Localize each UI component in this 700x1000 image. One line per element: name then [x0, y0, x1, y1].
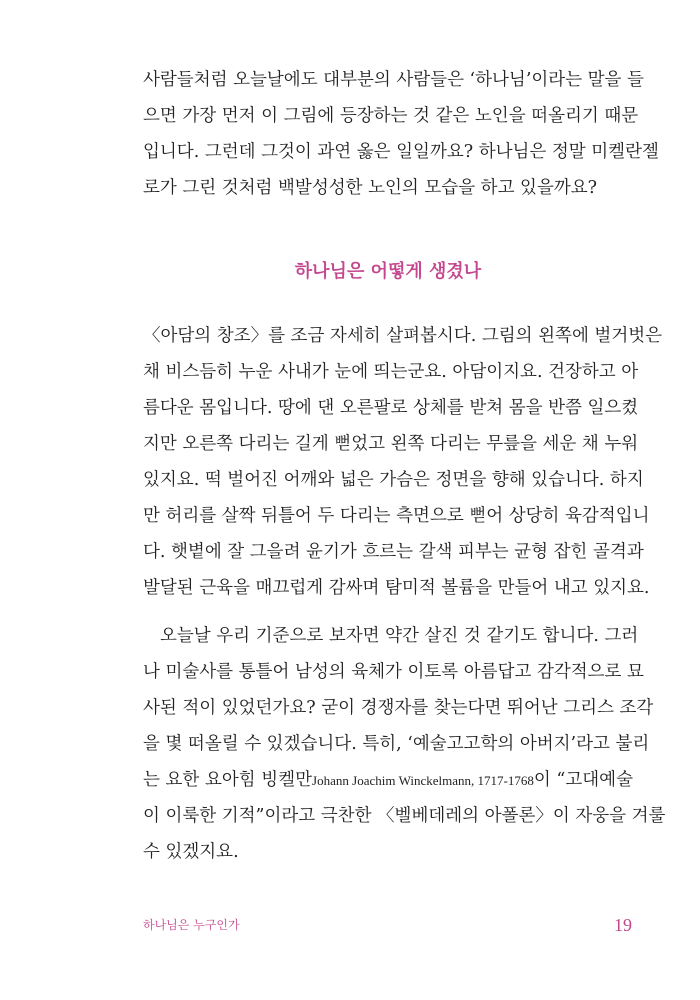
text-line: 지만 오른쪽 다리는 길게 뻗었고 왼쪽 다리는 무릎을 세운 채 누워 — [143, 434, 639, 454]
text-line: 다. 햇볕에 잘 그을려 윤기가 흐르는 갈색 피부는 균형 잡힌 골격과 — [143, 542, 644, 562]
page-number: 19 — [614, 915, 632, 935]
text-line: 채 비스듬히 누운 사내가 눈에 띄는군요. 아담이지요. 건장하고 아 — [143, 362, 639, 382]
text-line: 있지요. 떡 벌어진 어깨와 넓은 가슴은 정면을 향해 있습니다. 하지 — [143, 470, 644, 490]
text-fragment: 이 “고대예술 — [533, 770, 633, 790]
text-line: 만 허리를 살짝 뒤틀어 두 다리는 측면으로 뻗어 상당히 육감적입니 — [143, 506, 650, 526]
text-line-with-name — [143, 762, 633, 798]
original-name-annotation: Johann Joachim Winckelmann, 1717-1768 — [312, 773, 534, 788]
text-line: 발달된 근육을 매끄럽게 감싸며 탐미적 볼륨을 만들어 내고 있지요. — [143, 578, 650, 598]
text-line: 오늘날 우리 기준으로 보자면 약간 살진 것 같기도 합니다. 그러 — [160, 626, 639, 646]
text-line: 입니다. 그런데 그것이 과연 옳은 일일까요? 하나님은 정말 미켈란젤 — [143, 142, 659, 162]
text-line: 으면 가장 먼저 이 그림에 등장하는 것 같은 노인을 떠올리기 때문 — [143, 106, 639, 126]
text-line: 나 미술사를 통틀어 남성의 육체가 이토록 아름답고 감각적으로 묘 — [143, 662, 644, 682]
text-fragment: 는 요한 요아힘 빙켈만 — [143, 770, 313, 790]
paragraph-2 — [143, 318, 663, 606]
section-heading: 하나님은 어떻게 생겼나 — [294, 261, 482, 282]
text-line: 름다운 몸입니다. 땅에 댄 오른팔로 상체를 받쳐 몸을 반쯤 일으켰 — [143, 398, 639, 418]
text-line: 〈아담의 창조〉를 조금 자세히 살펴봅시다. 그림의 왼쪽에 벌거벗은 — [143, 326, 663, 346]
paragraph-3 — [143, 618, 666, 870]
paragraph-1 — [143, 62, 659, 206]
running-title: 하나님은 누구인가 — [143, 918, 240, 932]
text-line: 사람들처럼 오늘날에도 대부분의 사람들은 ‘하나님’이라는 말을 들 — [143, 70, 644, 90]
text-line: 수 있겠지요. — [143, 842, 239, 862]
text-line: 사된 적이 있었던가요? 굳이 경쟁자를 찾는다면 뛰어난 그리스 조각 — [143, 698, 654, 718]
text-line: 을 몇 떠올릴 수 있겠습니다. 특히, ‘예술고고학의 아버지’라고 불리 — [143, 734, 650, 754]
text-line: 이 이룩한 기적”이라고 극찬한 〈벨베데레의 아폴론〉이 자웅을 겨룰 — [143, 806, 666, 826]
text-line: 로가 그린 것처럼 백발성성한 노인의 모습을 하고 있을까요? — [143, 178, 598, 198]
